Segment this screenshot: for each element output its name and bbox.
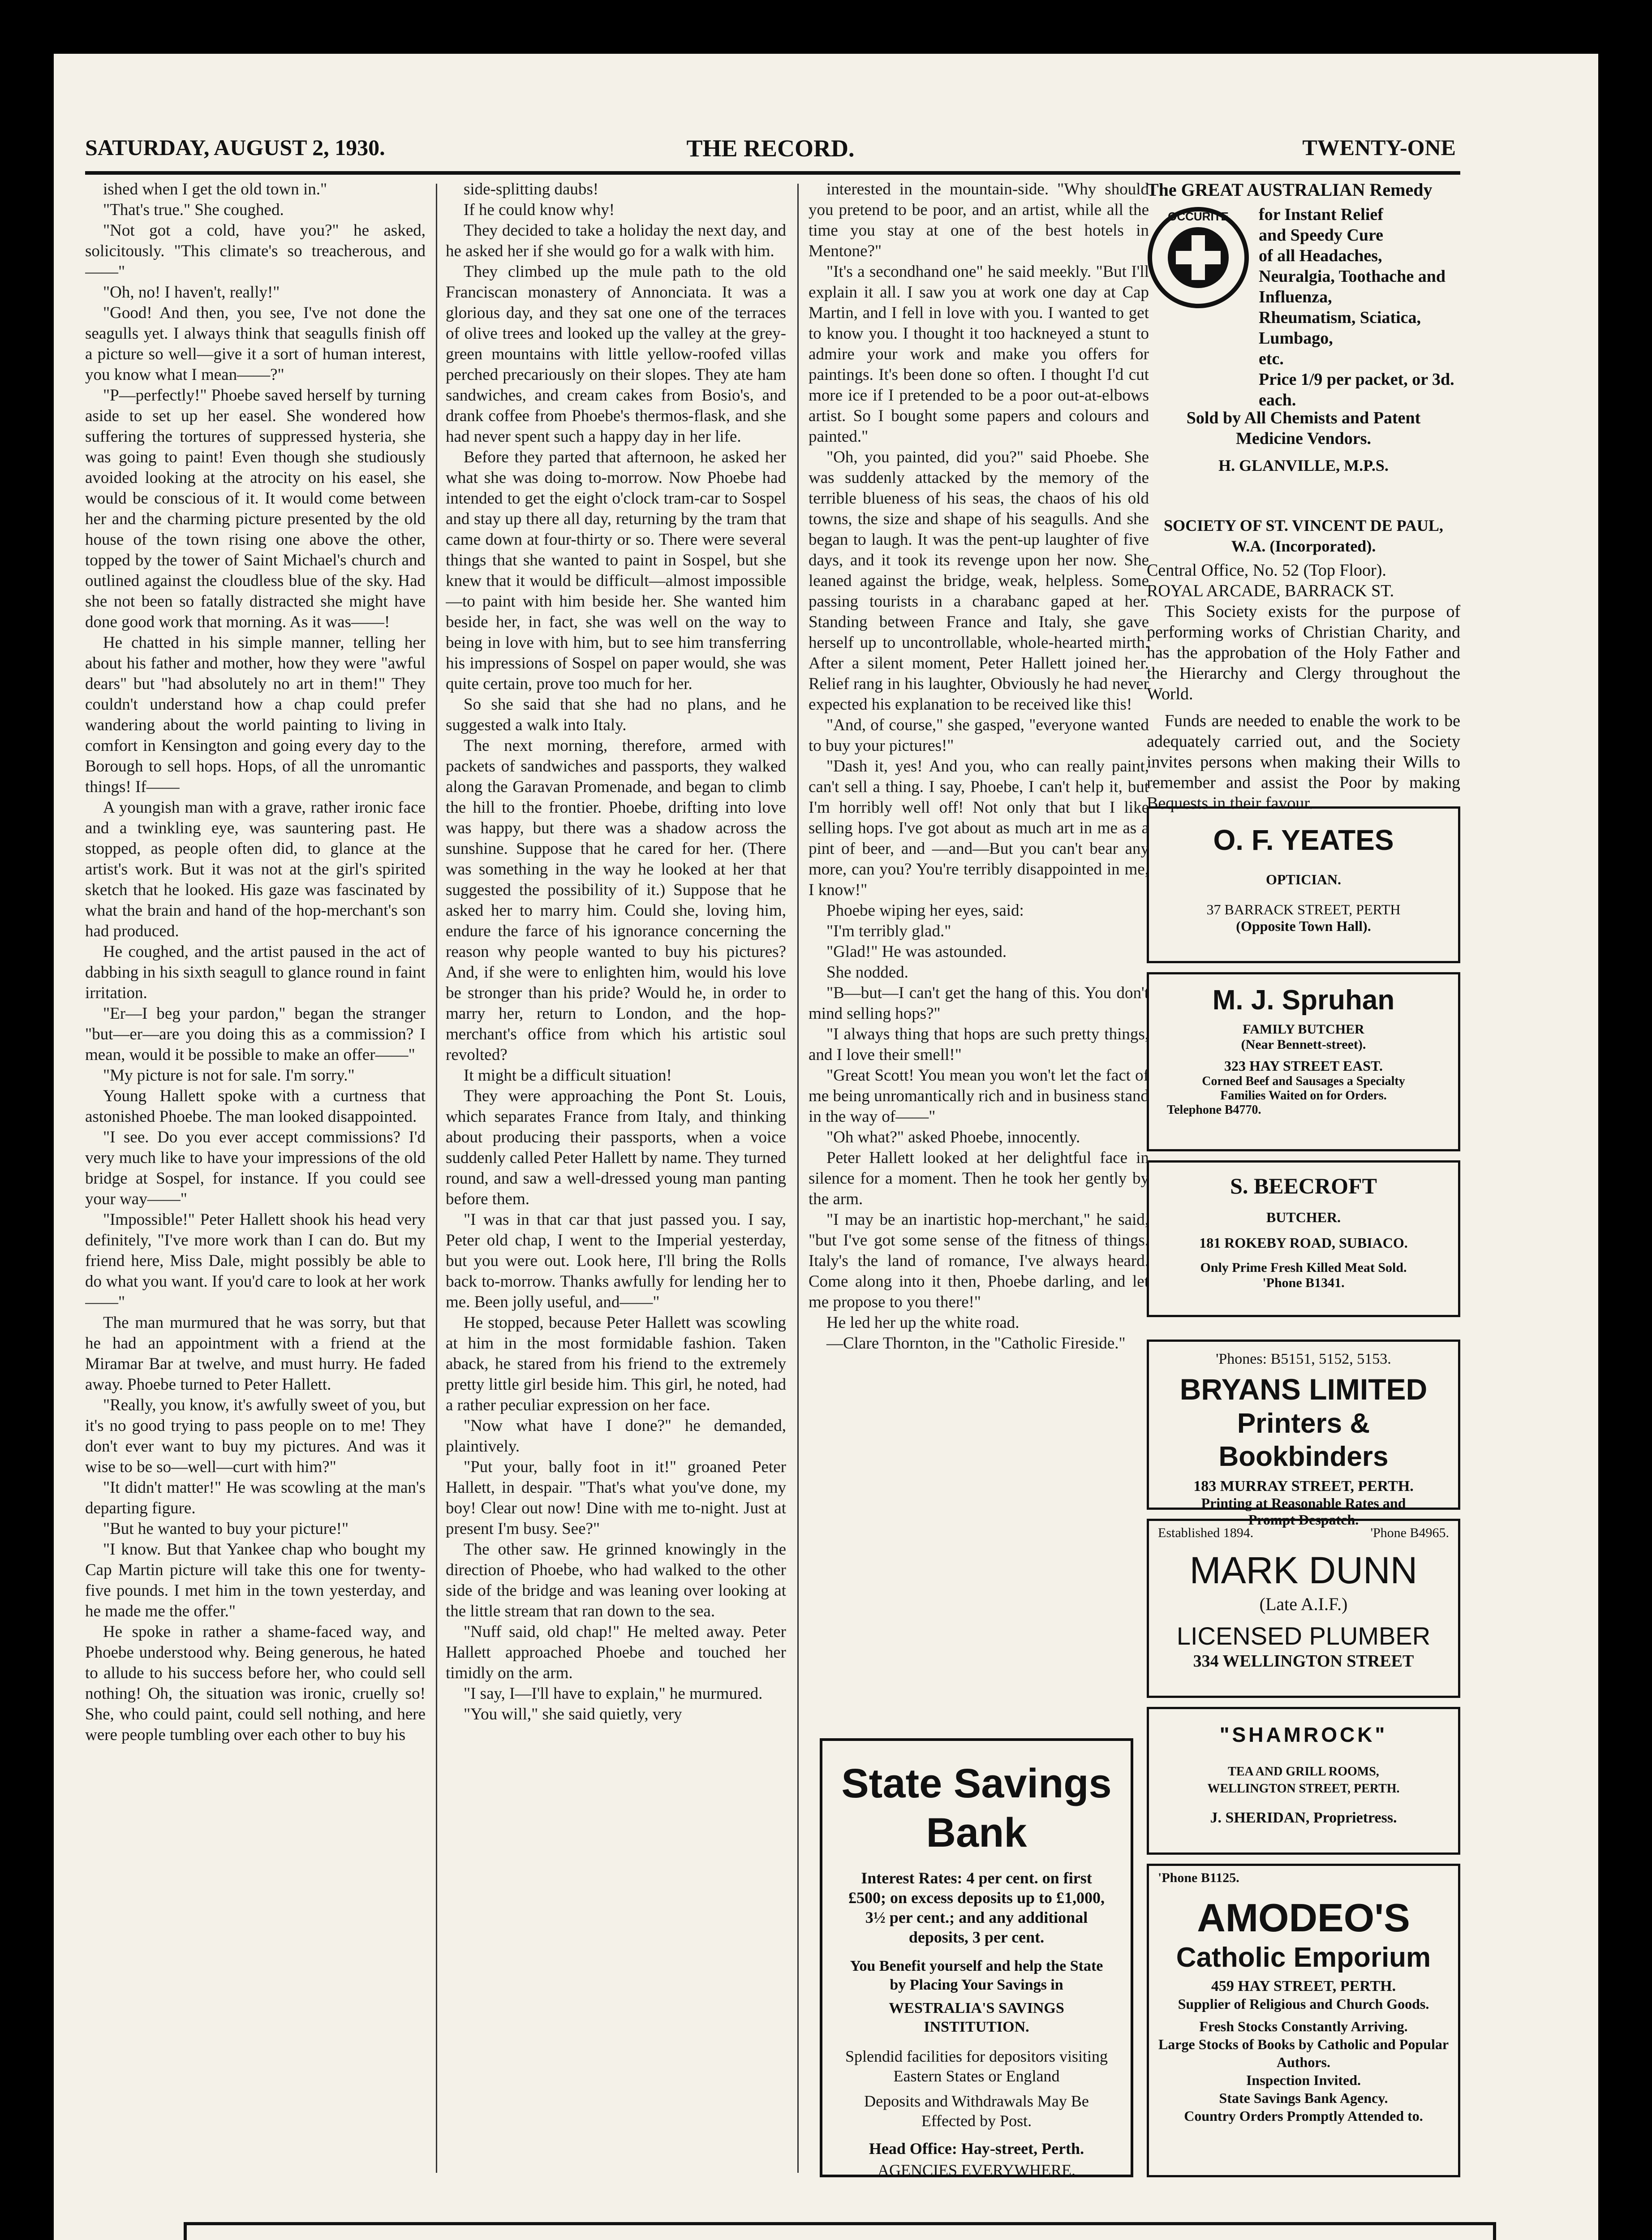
story-paragraph: "Put your, bally foot in it!" groaned Peter Hallett, in despair. "That's what you've done, my boy! Clear out now! Dine with me to-night. Just at present I'm busy. See?" — [446, 1458, 786, 1538]
savings-head-office: Head Office: Hay-street, Perth. — [869, 2140, 1084, 2158]
vincent-body-1: This Society exists for the purpose of performing works of Christian Charity, and has the approbation of the Holy Father and the Hierarchy and Clergy throughout the World. — [1147, 602, 1460, 703]
savings-agencies: AGENCIES EVERYWHERE. — [878, 2161, 1076, 2179]
beecroft-ad — [1147, 1160, 1460, 1317]
amodeo-name: AMODEO'S — [1197, 1895, 1410, 1940]
column-divider — [797, 184, 799, 2173]
spruhan-line-1: Corned Beef and Sausages a Specialty — [1202, 1074, 1405, 1088]
dunn-established: Established 1894. — [1158, 1525, 1254, 1540]
shamrock-address: WELLINGTON STREET, PERTH. — [1207, 1782, 1400, 1796]
remedy-proprietor: H. GLANVILLE, M.P.S. — [1218, 457, 1389, 474]
story-paragraph: "Dash it, yes! And you, who can really paint, can't sell a thing. I say, Phoebe, I can't help it, but I'm horribly well off! Not only that but I like selling hops. I've got about as much art in me as a pint of beer, and —and—But you can't bear any more, can you? You're terribly disappointed in me, I know!" — [809, 757, 1149, 899]
story-paragraph: "But he wanted to buy your picture!" — [103, 1520, 349, 1538]
masthead-title: THE RECORD. — [686, 135, 855, 162]
story-paragraph: They decided to take a holiday the next day, and he asked her if she would go for a walk with him. — [446, 221, 786, 260]
remedy-line: Rheumatism, Sciatica, Lumbago, — [1259, 308, 1421, 348]
bryans-trade: Printers & Bookbinders — [1218, 1408, 1389, 1472]
story-paragraph: Phoebe wiping her eyes, said: — [826, 901, 1024, 920]
story-paragraph: "I see. Do you ever accept commissions? I'd very much like to have your impressions of the old bridge at Sospel, for instance. If you could see your way——" — [85, 1128, 426, 1208]
dunn-phone: 'Phone B4965. — [1370, 1525, 1449, 1540]
amodeo-address: 459 HAY STREET, PERTH. — [1211, 1978, 1396, 1994]
spruhan-address: 323 HAY STREET EAST. — [1224, 1058, 1383, 1074]
yeates-trade: OPTICIAN. — [1265, 871, 1341, 887]
bryans-ad — [1147, 1340, 1460, 1528]
story-paragraph: "I may be an inartistic hop-merchant," he said, "but I've got some sense of the fitness of things. Italy's the land of romance, I've always heard. Come along into it then, Phoebe darling, and let me propose to you there!" — [809, 1210, 1149, 1311]
story-paragraph: If he could know why! — [464, 201, 615, 219]
story-column-2 — [446, 179, 786, 2177]
story-paragraph: "Not got a cold, have you?" he asked, solicitously. "This climate's so treacherous, and——" — [85, 221, 426, 281]
shamrock-ad — [1147, 1707, 1460, 1855]
story-paragraph: He led her up the white road. — [826, 1314, 1020, 1332]
masthead-rule — [85, 171, 1460, 175]
story-paragraph: "You will," she said quietly, very — [464, 1705, 682, 1723]
dunn-address: 334 WELLINGTON STREET — [1193, 1652, 1414, 1671]
story-paragraph: "B—but—I can't get the hang of this. You don't mind selling hops?" — [809, 984, 1149, 1023]
spruhan-line-2: Families Waited on for Orders. — [1220, 1089, 1387, 1103]
story-paragraph: A youngish man with a grave, rather ironic face and a twinkling eye, was sauntering past. He stopped, as people often did, to glance at the artist's work. But it was not at the girl's spirited sketch that he looked. His gaze was fascinated by what the brain and hand of the hop-merchant's son had produced. — [85, 798, 426, 940]
story-paragraph: "Impossible!" Peter Hallett shook his head very definitely, "I've more work than I can do. But my friend here, Miss Dale, might possibly be able to do what you want. If you'd care to look at her work——" — [85, 1210, 426, 1311]
story-paragraph: "Good! And then, you see, I've not done the seagulls yet. I always think that seagulls finish off a picture so well—give it a sort of human interest, you know what I mean——?" — [85, 304, 426, 384]
masthead — [85, 134, 1456, 167]
beecroft-phone: 'Phone B1341. — [1262, 1275, 1345, 1290]
story-paragraph: "It didn't matter!" He was scowling at the man's departing figure. — [85, 1478, 426, 1517]
story-paragraph: "Glad!" He was astounded. — [826, 943, 1007, 961]
amodeo-line-3: Large Stocks of Books by Catholic and Popular Authors. — [1158, 2036, 1449, 2070]
story-paragraph: "I know. But that Yankee chap who bought my Cap Martin picture will take this one for twenty-five pounds. I met him in the town yesterday, and he made me the offer." — [85, 1540, 426, 1620]
spruhan-name: M. J. Spruhan — [1212, 985, 1395, 1016]
amodeo-line-2: Fresh Stocks Constantly Arriving. — [1199, 2018, 1408, 2034]
remedy-line-0: The GREAT AUSTRALIAN Remedy — [1147, 180, 1433, 200]
vincent-title: SOCIETY OF ST. VINCENT DE PAUL, W.A. (Incorporated). — [1164, 517, 1443, 555]
story-paragraph: "I always thing that hops are such pretty things, and I love their smell!" — [809, 1025, 1149, 1064]
bryans-line-1: Printing at Reasonable Rates and — [1201, 1495, 1406, 1511]
hibernian-society-ad — [184, 2222, 1496, 2240]
story-paragraph: They were approaching the Pont St. Louis, which separates France from Italy, and thinking about producing their passports, when a voice suddenly called Peter Hallett by name. They turned round, and saw a well-dressed young man panting before them. — [446, 1087, 786, 1208]
bryans-phones: 'Phones: B5151, 5152, 5153. — [1216, 1351, 1391, 1367]
savings-facilities: Splendid facilities for depositors visiting Eastern States or England — [845, 2047, 1108, 2085]
savings-deposits: Deposits and Withdrawals May Be Effected by Post. — [864, 2092, 1089, 2130]
story-paragraph: He spoke in rather a shame-faced way, and Phoebe understood why. Being generous, he hated to allude to his success before her, who could sell nothing! Oh, the situation was ironic, cruelly so! She, who could paint, could sell nothing, and here were people tumbling over each other to buy his — [85, 1623, 426, 1744]
story-paragraph: interested in the mountain-side. "Why should you pretend to be poor, and an artist, while all the time you stay at one of the best hotels in Mentone?" — [809, 180, 1149, 260]
story-paragraph: "I was in that car that just passed you. I say, Peter old chap, I went to the Imperial yesterday, but you were out. Look here, I'll bring the Rolls back to-morrow. Thanks awfully for lending her to me. Been jolly useful, and——" — [446, 1210, 786, 1311]
remedy-ad — [1147, 179, 1460, 493]
story-paragraph: "Oh, no! I haven't, really!" — [103, 283, 280, 302]
cross-seal-icon — [1147, 206, 1250, 309]
story-paragraph: So she said that she had no plans, and he suggested a walk into Italy. — [446, 695, 786, 734]
story-paragraph: side-splitting daubs! — [464, 180, 599, 198]
story-paragraph: "Er—I beg your pardon," began the stranger "but—er—are you doing this as a commission? I mean, would it be possible to make an offer——" — [85, 1004, 426, 1064]
amodeo-line-6: Country Orders Promptly Attended to. — [1184, 2108, 1423, 2124]
yeates-ad — [1147, 806, 1460, 963]
story-paragraph: She nodded. — [826, 963, 908, 982]
story-paragraph: —Clare Thornton, in the "Catholic Fireside." — [826, 1334, 1126, 1353]
bryans-name: BRYANS LIMITED — [1179, 1373, 1428, 1406]
shamrock-name: "SHAMROCK" — [1219, 1723, 1388, 1746]
amodeo-line-5: State Savings Bank Agency. — [1219, 2090, 1388, 2106]
savings-title: State Savings — [841, 1761, 1112, 1806]
amodeo-phone: 'Phone B1125. — [1158, 1870, 1239, 1885]
story-paragraph: Before they parted that afternoon, he asked her what she was doing to-morrow. Now Phoebe had intended to get the eight o'clock tram-car to Sospel and stay up there all day, returning by the tram that came down at four-thirty or so. There were several things that she wanted to paint in Sospel, but she knew that it would be difficult—almost impossible—to paint with him beside her. She wanted him beside her, in fact, she was well on the way to being in love with him, but to see him transferring his impressions of Sospel on paper would, she was quite certain, prove too much for her. — [446, 448, 786, 693]
masthead-page-number: TWENTY-ONE — [1302, 135, 1456, 160]
dunn-top-line — [1149, 1525, 1458, 1541]
beecroft-line-1: Only Prime Fresh Killed Meat Sold. — [1200, 1260, 1407, 1275]
vincent-address: ROYAL ARCADE, BARRACK ST. — [1147, 582, 1394, 600]
bryans-line-2: Prompt Despatch. — [1248, 1512, 1359, 1528]
vincent-body-2: Funds are needed to enable the work to be adequately carried out, and the Society invites persons when making their Wills to remember and assist the Poor by making Bequests in their favour. — [1147, 711, 1460, 813]
bryans-address: 183 MURRAY STREET, PERTH. — [1193, 1478, 1414, 1495]
yeates-address: 37 BARRACK STREET, PERTH — [1206, 901, 1401, 918]
story-paragraph: They climbed up the mule path to the old Franciscan monastery of Annonciata. It was a glorious day, and they sat one one of the terraces of olive trees and looked up the valley at the grey-green mountains with little yellow-roofed villas perched precariously on their slopes. They ate ham sandwiches, and cream cakes from Bosio's, and drank coffee from Phoebe's thermos-flask, and she had never spent such a happy day in her life. — [446, 263, 786, 446]
savings-rates: Interest Rates: 4 per cent. on first £500; on excess deposits up to £1,000, 3½ per cent.; and any additional deposits, 3 per cent. — [848, 1869, 1105, 1946]
dunn-note: (Late A.I.F.) — [1259, 1594, 1348, 1614]
spruhan-note: (Near Bennett-street). — [1241, 1037, 1366, 1052]
amodeo-line-1: Supplier of Religious and Church Goods. — [1178, 1996, 1429, 2012]
story-paragraph: "And, of course," she gasped, "everyone wanted to buy your pictures!" — [809, 716, 1149, 755]
story-paragraph: Young Hallett spoke with a curtness that astonished Phoebe. The man looked disappointed. — [85, 1087, 426, 1126]
story-paragraph: He chatted in his simple manner, telling her about his father and mother, how they were "awful dears" but "had absolutely no art in them!" They couldn't understand how a chap could prefer wandering about the world painting to living in comfort in Kensington and going every day to the Borough to sell hops. Hops, of all the unromantic things! If—— — [85, 633, 426, 796]
remedy-line: Price 1/9 per packet, or 3d. each. — [1259, 370, 1454, 409]
story-paragraph: "My picture is not for sale. I'm sorry." — [103, 1066, 355, 1085]
story-paragraph: The other saw. He grinned knowingly in the direction of Phoebe, who had walked to the other side of the bridge and was leaning over looking at the little stream that ran down to the sea. — [446, 1540, 786, 1620]
beecroft-name: S. BEECROFT — [1230, 1173, 1377, 1198]
beecroft-trade: BUTCHER. — [1266, 1209, 1341, 1225]
spruhan-ad — [1147, 972, 1460, 1151]
story-paragraph: "I'm terribly glad." — [826, 922, 951, 940]
amodeo-trade: Catholic Emporium — [1176, 1942, 1431, 1973]
state-savings-bank-ad — [820, 1738, 1133, 2177]
story-paragraph: It might be a difficult situation! — [464, 1066, 672, 1085]
story-paragraph: "Oh what?" asked Phoebe, innocently. — [826, 1128, 1080, 1146]
story-column-1 — [85, 179, 426, 2177]
remedy-line: of all Headaches, — [1259, 246, 1382, 265]
story-paragraph: ished when I get the old town in." — [103, 180, 327, 198]
shamrock-trade: TEA AND GRILL ROOMS, — [1228, 1765, 1379, 1779]
savings-institution: WESTRALIA'S SAVINGS INSTITUTION. — [889, 2000, 1064, 2035]
yeates-note: (Opposite Town Hall). — [1236, 918, 1371, 934]
spruhan-trade: FAMILY BUTCHER — [1243, 1022, 1364, 1037]
story-paragraph: The man murmured that he was sorry, but that he had an appointment with a friend at the Miramar Bar at twelve, and must hurry. He faded away. Phoebe turned to Peter Hallett. — [85, 1314, 426, 1394]
story-paragraph: "Now what have I done?" he demanded, plaintively. — [446, 1417, 786, 1456]
story-paragraph: "I say, I—I'll have to explain," he murmured. — [464, 1684, 763, 1703]
story-paragraph: The next morning, therefore, armed with packets of sandwiches and passports, they walked along the Garavan Promenade, and began to climb the hill to the frontier. Phoebe, drifting into love was happy, but there was a shadow across the sunshine. Suppose that he cared for her. (There was something in the way he looked at her that suggested the possibility of it.) Suppose that he asked her to marry him. Could she, loving him, endure the farce of his ignorance concerning the reason why people wanted to buy his pictures? And, if she were to enlighten him, would his love be stronger than his pride? Would he, in order to marry her, return to London, and the hop-merchant's office from which his artistic soul revolted? — [446, 737, 786, 1064]
beecroft-address: 181 ROKEBY ROAD, SUBIACO. — [1199, 1235, 1408, 1251]
story-paragraph: "P—perfectly!" Phoebe saved herself by turning aside to set up her easel. She wondered how suffering the tortures of suppressed hysteria, she was going to paint! Even though she studiously avoided looking at the atrocity on his easel, she would be conscious of it. It would come between her and the charming picture presented by the old house of the town rising one above the other, topped by the tower of Saint Michael's church and outlined against the cloudless blue of the sky. Had she not been so fatally distracted she might have done good work that morning. As it was——! — [85, 386, 426, 631]
story-paragraph: He stopped, because Peter Hallett was scowling at him in the most formidable fashion. Taken aback, he stared from his friend to the extremely pretty little girl beside him. This girl, he noted, had a rather peculiar expression on her face. — [446, 1314, 786, 1414]
column-divider — [436, 184, 437, 2173]
story-column-3 — [809, 179, 1149, 1720]
amodeo-line-4: Inspection Invited. — [1246, 2072, 1361, 2088]
dunn-trade: LICENSED PLUMBER — [1176, 1622, 1431, 1650]
story-paragraph: "Oh, you painted, did you?" said Phoebe. She was suddenly attacked by the memory of the terrible blueness of his seas, the chaos of his old towns, the size and shape of his seagulls. And she began to laugh. It was the pent-up laughter of five days, and it took its revenge upon her now. She leaned against the bridge, weak, helpless. Some passing tourists in a charabanc gaped at her. Standing between France and Italy, she gave herself up to uncontrollable, whole-hearted mirth. After a silent moment, Peter Hallett joined her. Relief rang in his laughter, Obviously he had never expected his explanation to be received like this! — [809, 448, 1149, 714]
advertisement-column — [1147, 179, 1460, 2182]
story-paragraph: Peter Hallett looked at her delightful face in silence for a moment. Then he took her gently by the arm. — [809, 1149, 1149, 1208]
remedy-line: etc. — [1259, 349, 1284, 368]
remedy-line: and Speedy Cure — [1259, 226, 1384, 245]
shamrock-owner: J. SHERIDAN, Proprietress. — [1210, 1809, 1397, 1826]
remedy-line: Medicine Vendors. — [1236, 429, 1371, 448]
story-paragraph: "Really, you know, it's awfully sweet of you, but it's no good trying to pass people on to me! They don't ever want to buy my pictures. And was it wise to be so—well—curt with him?" — [85, 1396, 426, 1476]
amodeo-ad — [1147, 1864, 1460, 2177]
story-paragraph: "Nuff said, old chap!" He melted away. Peter Hallett approached Phoebe and touched her timidly on the arm. — [446, 1623, 786, 1682]
remedy-body — [1259, 204, 1460, 410]
story-paragraph: He coughed, and the artist paused in the act of dabbing in his sixth seagull to glance round in faint irritation. — [85, 943, 426, 1002]
remedy-line: for Instant Relief — [1259, 205, 1383, 224]
spruhan-phone: Telephone B4770. — [1167, 1103, 1261, 1117]
mark-dunn-ad — [1147, 1519, 1460, 1698]
seal-text: OCCURITE — [1168, 210, 1229, 223]
savings-title-2: Bank — [926, 1810, 1027, 1856]
remedy-line: Sold by All Chemists and Patent — [1186, 409, 1421, 427]
masthead-date: SATURDAY, AUGUST 2, 1930. — [85, 135, 385, 160]
yeates-name: O. F. YEATES — [1213, 824, 1394, 856]
story-paragraph: "Great Scott! You mean you won't let the fact of me being unromantically rich and in business stand in the way of——" — [809, 1066, 1149, 1126]
story-paragraph: "That's true." She coughed. — [103, 201, 284, 219]
savings-benefit: You Benefit yourself and help the State by Placing Your Savings in — [850, 1958, 1103, 1993]
vincent-office: Central Office, No. 52 (Top Floor). — [1147, 561, 1386, 580]
story-paragraph: "It's a secondhand one" he said meekly. "But I'll explain it all. I saw you at work one day at Cap Martin, and I fell in love with you. I wanted to get to know you. I thought it too hackneyed a stunt to admire your work and make you offers for paintings. It's been done so often. I thought I'd cut more ice if I pretended to be a poor out-at-elbows artist. So I bought some papers and colours and painted." — [809, 263, 1149, 446]
dunn-name: MARK DUNN — [1189, 1549, 1418, 1591]
remedy-line: Neuralgia, Toothache and Influenza, — [1259, 267, 1446, 306]
